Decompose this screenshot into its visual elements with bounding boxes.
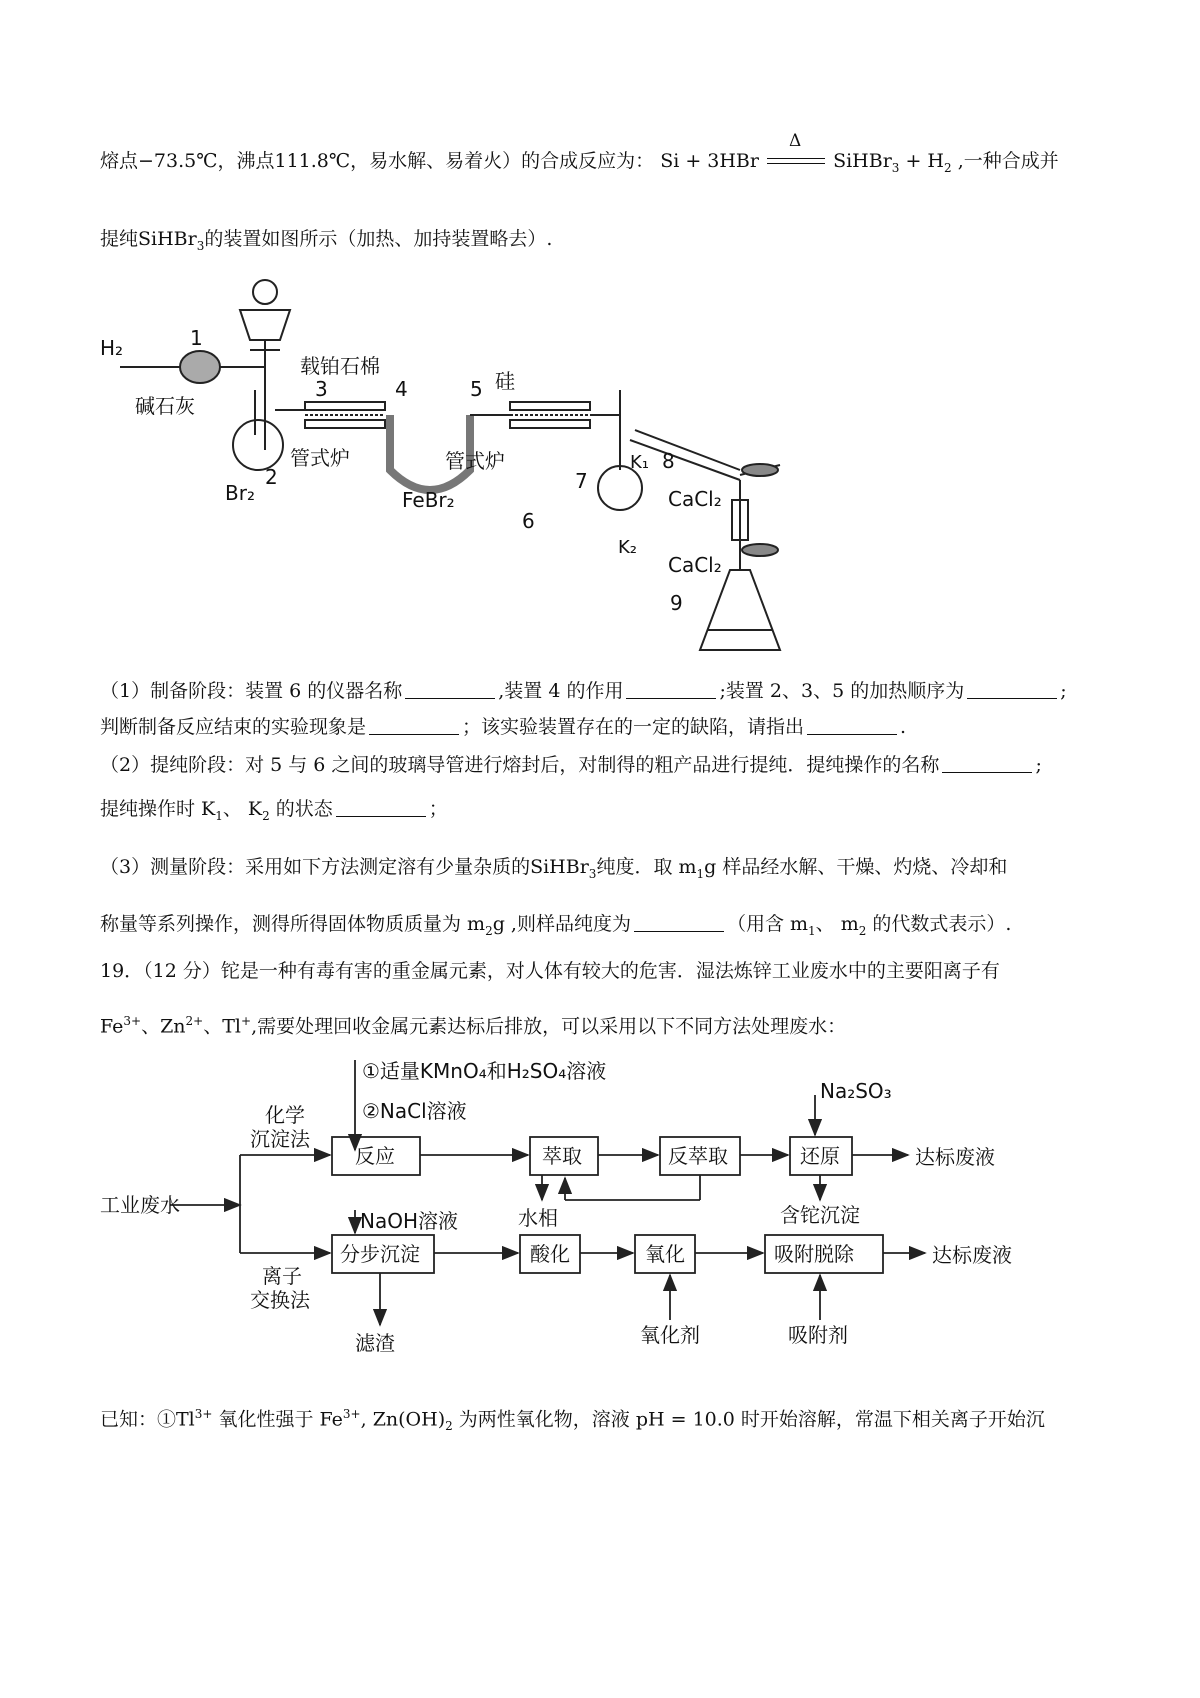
label-soda-lime: 碱石灰 <box>135 394 195 418</box>
answer-blank[interactable] <box>336 815 426 817</box>
flow-na2so3: Na₂SO₃ <box>820 1079 892 1103</box>
label-k1: K₁ <box>630 452 650 473</box>
q2-line-1 <box>100 756 1042 775</box>
q3-line-1: （3）测量阶段：采用如下方法测定溶有少量杂质的SiHBr$_3$纯度．取 $m_1g$ 样品经水解、干燥、灼烧、冷却和 <box>100 856 1008 881</box>
label-6: 6 <box>522 509 535 533</box>
q2-line-2: 提纯操作时 $K_1$、 $K_2$ 的状态 ； <box>100 798 448 823</box>
flow-box-adsorb: 吸附脱除 <box>774 1242 854 1266</box>
answer-blank[interactable] <box>405 697 495 699</box>
q3-line-2: 称量等系列操作，测得所得固体物质质量为 $m_2g$ ,则样品纯度为 （用含 $m_1$、 $m_2$ 的代数式表示）. <box>100 913 1012 938</box>
known-sup-a: 3+ <box>194 1407 213 1421</box>
known-sup-b: 3+ <box>342 1407 361 1421</box>
apparatus-diagram <box>90 270 790 670</box>
q1-text-b: ,装置 4 的作用 <box>498 680 624 702</box>
answer-blank[interactable] <box>967 697 1057 699</box>
flow-chem-method-2: 沉淀法 <box>250 1127 310 1151</box>
flow-reagent-2: ②NaCl溶液 <box>362 1099 467 1123</box>
q2-text-c: 提纯操作时 K <box>100 798 216 820</box>
q3-text-e: g ,则样品纯度为 <box>492 913 631 935</box>
q3-text-b: 纯度．取 m <box>596 856 697 878</box>
q19-text-a: 19．（12 分）铊是一种有毒有害的重金属元素，对人体有较大的危害．湿法炼锌工业废水中的主要阳离子有 <box>100 960 1000 982</box>
q19-text-d: 、Tl <box>203 1015 241 1038</box>
intro-line-2: 提纯SiHBr$_3$的装置如图所示（加热、加持装置略去）. <box>100 228 553 253</box>
q2-text-a: （2）提纯阶段：对 5 与 6 之间的玻璃导管进行熔封后，对制得的粗产品进行提纯．提纯操作的名称 <box>100 754 940 776</box>
q2-text-d: 、 K <box>222 798 263 820</box>
label-4: 4 <box>395 377 408 401</box>
label-1: 1 <box>190 326 203 350</box>
q1-text-e: 判断制备反应结束的实验现象是 <box>100 716 367 738</box>
flow-box-back-extraction: 反萃取 <box>668 1144 728 1168</box>
q19-sup-d: + <box>241 1014 252 1028</box>
flow-box-extraction: 萃取 <box>542 1144 582 1168</box>
label-cacl2-1: CaCl₂ <box>668 487 722 511</box>
label-7: 7 <box>575 469 588 493</box>
known-line: 已知：$①Tl^{3+}$ 氧化性强于 $Fe^{3+}$, $Zn(OH)_2$ 为两性氧化物，溶液 pH = 10.0 时开始溶解，常温下相关离子开始沉 <box>100 1407 1045 1434</box>
label-3: 3 <box>315 377 328 401</box>
known-text-b: 氧化性强于 Fe <box>212 1408 343 1431</box>
flow-naoh: NaOH溶液 <box>360 1209 458 1233</box>
q1-text-c: ;装置 2、3、5 的加热顺序为 <box>719 680 965 702</box>
q3-text-h: 的代数式表示）. <box>866 913 1012 935</box>
q1-line-2 <box>100 718 906 737</box>
flow-box-reduction: 还原 <box>800 1144 840 1168</box>
q19-sup-b: 3+ <box>123 1014 142 1028</box>
q1-line-1 <box>100 682 1067 701</box>
flow-residue: 滤渣 <box>355 1331 395 1355</box>
label-tube-furnace-2: 管式炉 <box>445 449 505 473</box>
q3-text-f: （用含 m <box>726 913 809 935</box>
flow-adsorbent: 吸附剂 <box>788 1323 848 1347</box>
label-5: 5 <box>470 377 483 401</box>
q1-text-f: ；该实验装置存在的一定的缺陷，请指出 <box>462 716 805 738</box>
q2-text-b: ; <box>1035 754 1042 776</box>
label-febr2: FeBr₂ <box>402 488 455 512</box>
q1-text-g: . <box>900 716 907 738</box>
label-tube-furnace-1: 管式炉 <box>290 446 350 470</box>
q19-line-1 <box>100 962 1000 981</box>
reaction-equals-sign <box>767 131 825 169</box>
intro-text-2a: 提纯SiHBr <box>100 228 197 250</box>
q2-text-f: ； <box>428 798 448 820</box>
answer-blank[interactable] <box>942 771 1032 773</box>
flow-box-acidify: 酸化 <box>530 1242 570 1266</box>
process-flow-chart <box>90 1050 1120 1390</box>
q2-text-e: 的状态 <box>269 798 333 820</box>
reaction-left: Si + 3HBr <box>660 150 759 172</box>
answer-blank[interactable] <box>807 733 897 735</box>
intro-text-2b: 的装置如图所示（加热、加持装置略去）. <box>204 228 553 250</box>
flow-reagent-1: ①适量KMnO₄和H₂SO₄溶液 <box>362 1059 607 1083</box>
label-8: 8 <box>662 449 675 473</box>
q1-text-a: （1）制备阶段：装置 6 的仪器名称 <box>100 680 403 702</box>
q19-sup-c: 2+ <box>185 1014 204 1028</box>
intro-line-1: 熔点−73.5℃，沸点111.8℃，易水解、易着火）的合成反应为： Si + 3HBr Δ SiHBr$_3$ + $H_2$ ,一种合成并 <box>100 131 1059 175</box>
flow-box-stepwise-precip: 分步沉淀 <box>340 1242 420 1266</box>
label-9: 9 <box>670 591 683 615</box>
flow-water-phase: 水相 <box>518 1206 558 1230</box>
flow-box-oxidize: 氧化 <box>645 1242 685 1266</box>
known-text-d: 为两性氧化物，溶液 pH = 10.0 时开始溶解，常温下相关离子开始沉 <box>452 1408 1045 1431</box>
label-br2: Br₂ <box>225 481 255 505</box>
label-platinum-asbestos: 载铂石棉 <box>300 354 380 378</box>
q19-text-c: 、Zn <box>141 1015 186 1038</box>
flow-ion-method-1: 离子 <box>262 1264 302 1288</box>
flow-wastewater: 工业废水 <box>100 1193 180 1217</box>
reaction-product: SiHBr <box>833 150 892 172</box>
answer-blank[interactable] <box>369 733 459 735</box>
q19-text-e: ,需要处理回收金属元素达标后排放，可以采用以下不同方法处理废水： <box>251 1015 847 1038</box>
label-silicon: 硅 <box>495 369 515 393</box>
q3-text-c: g 样品经水解、干燥、灼烧、冷却和 <box>704 856 1008 878</box>
heat-symbol: Δ <box>789 131 802 151</box>
q3-text-g: 、 m <box>815 913 859 935</box>
answer-blank[interactable] <box>634 930 724 932</box>
q19-text-b: Fe <box>100 1015 124 1038</box>
known-text-c: , Zn(OH) <box>360 1408 446 1431</box>
flow-tl-precipitate: 含铊沉淀 <box>780 1203 860 1227</box>
answer-blank[interactable] <box>626 697 716 699</box>
label-k2: K₂ <box>618 537 638 558</box>
flow-qualified-1: 达标废液 <box>915 1145 995 1169</box>
flow-chem-method-1: 化学 <box>265 1103 305 1127</box>
reaction-product-2: + H <box>899 150 945 172</box>
q1-text-d: ; <box>1060 680 1067 702</box>
label-h2: H₂ <box>100 336 124 360</box>
q19-line-2 <box>100 1015 846 1036</box>
flow-oxidant: 氧化剂 <box>640 1323 700 1347</box>
label-cacl2-2: CaCl₂ <box>668 553 722 577</box>
q3-text-d: 称量等系列操作，测得所得固体物质质量为 m <box>100 913 486 935</box>
known-text-a: 已知：①Tl <box>100 1408 195 1431</box>
flow-box-reaction: 反应 <box>355 1144 395 1168</box>
flow-qualified-2: 达标废液 <box>932 1243 1012 1267</box>
label-2: 2 <box>265 465 278 489</box>
flow-ion-method-2: 交换法 <box>250 1288 310 1312</box>
intro-text: 熔点−73.5℃，沸点111.8℃，易水解、易着火）的合成反应为： <box>100 150 655 172</box>
q3-text-a: （3）测量阶段：采用如下方法测定溶有少量杂质的SiHBr <box>100 856 589 878</box>
intro-tail: ,一种合成并 <box>957 150 1059 172</box>
